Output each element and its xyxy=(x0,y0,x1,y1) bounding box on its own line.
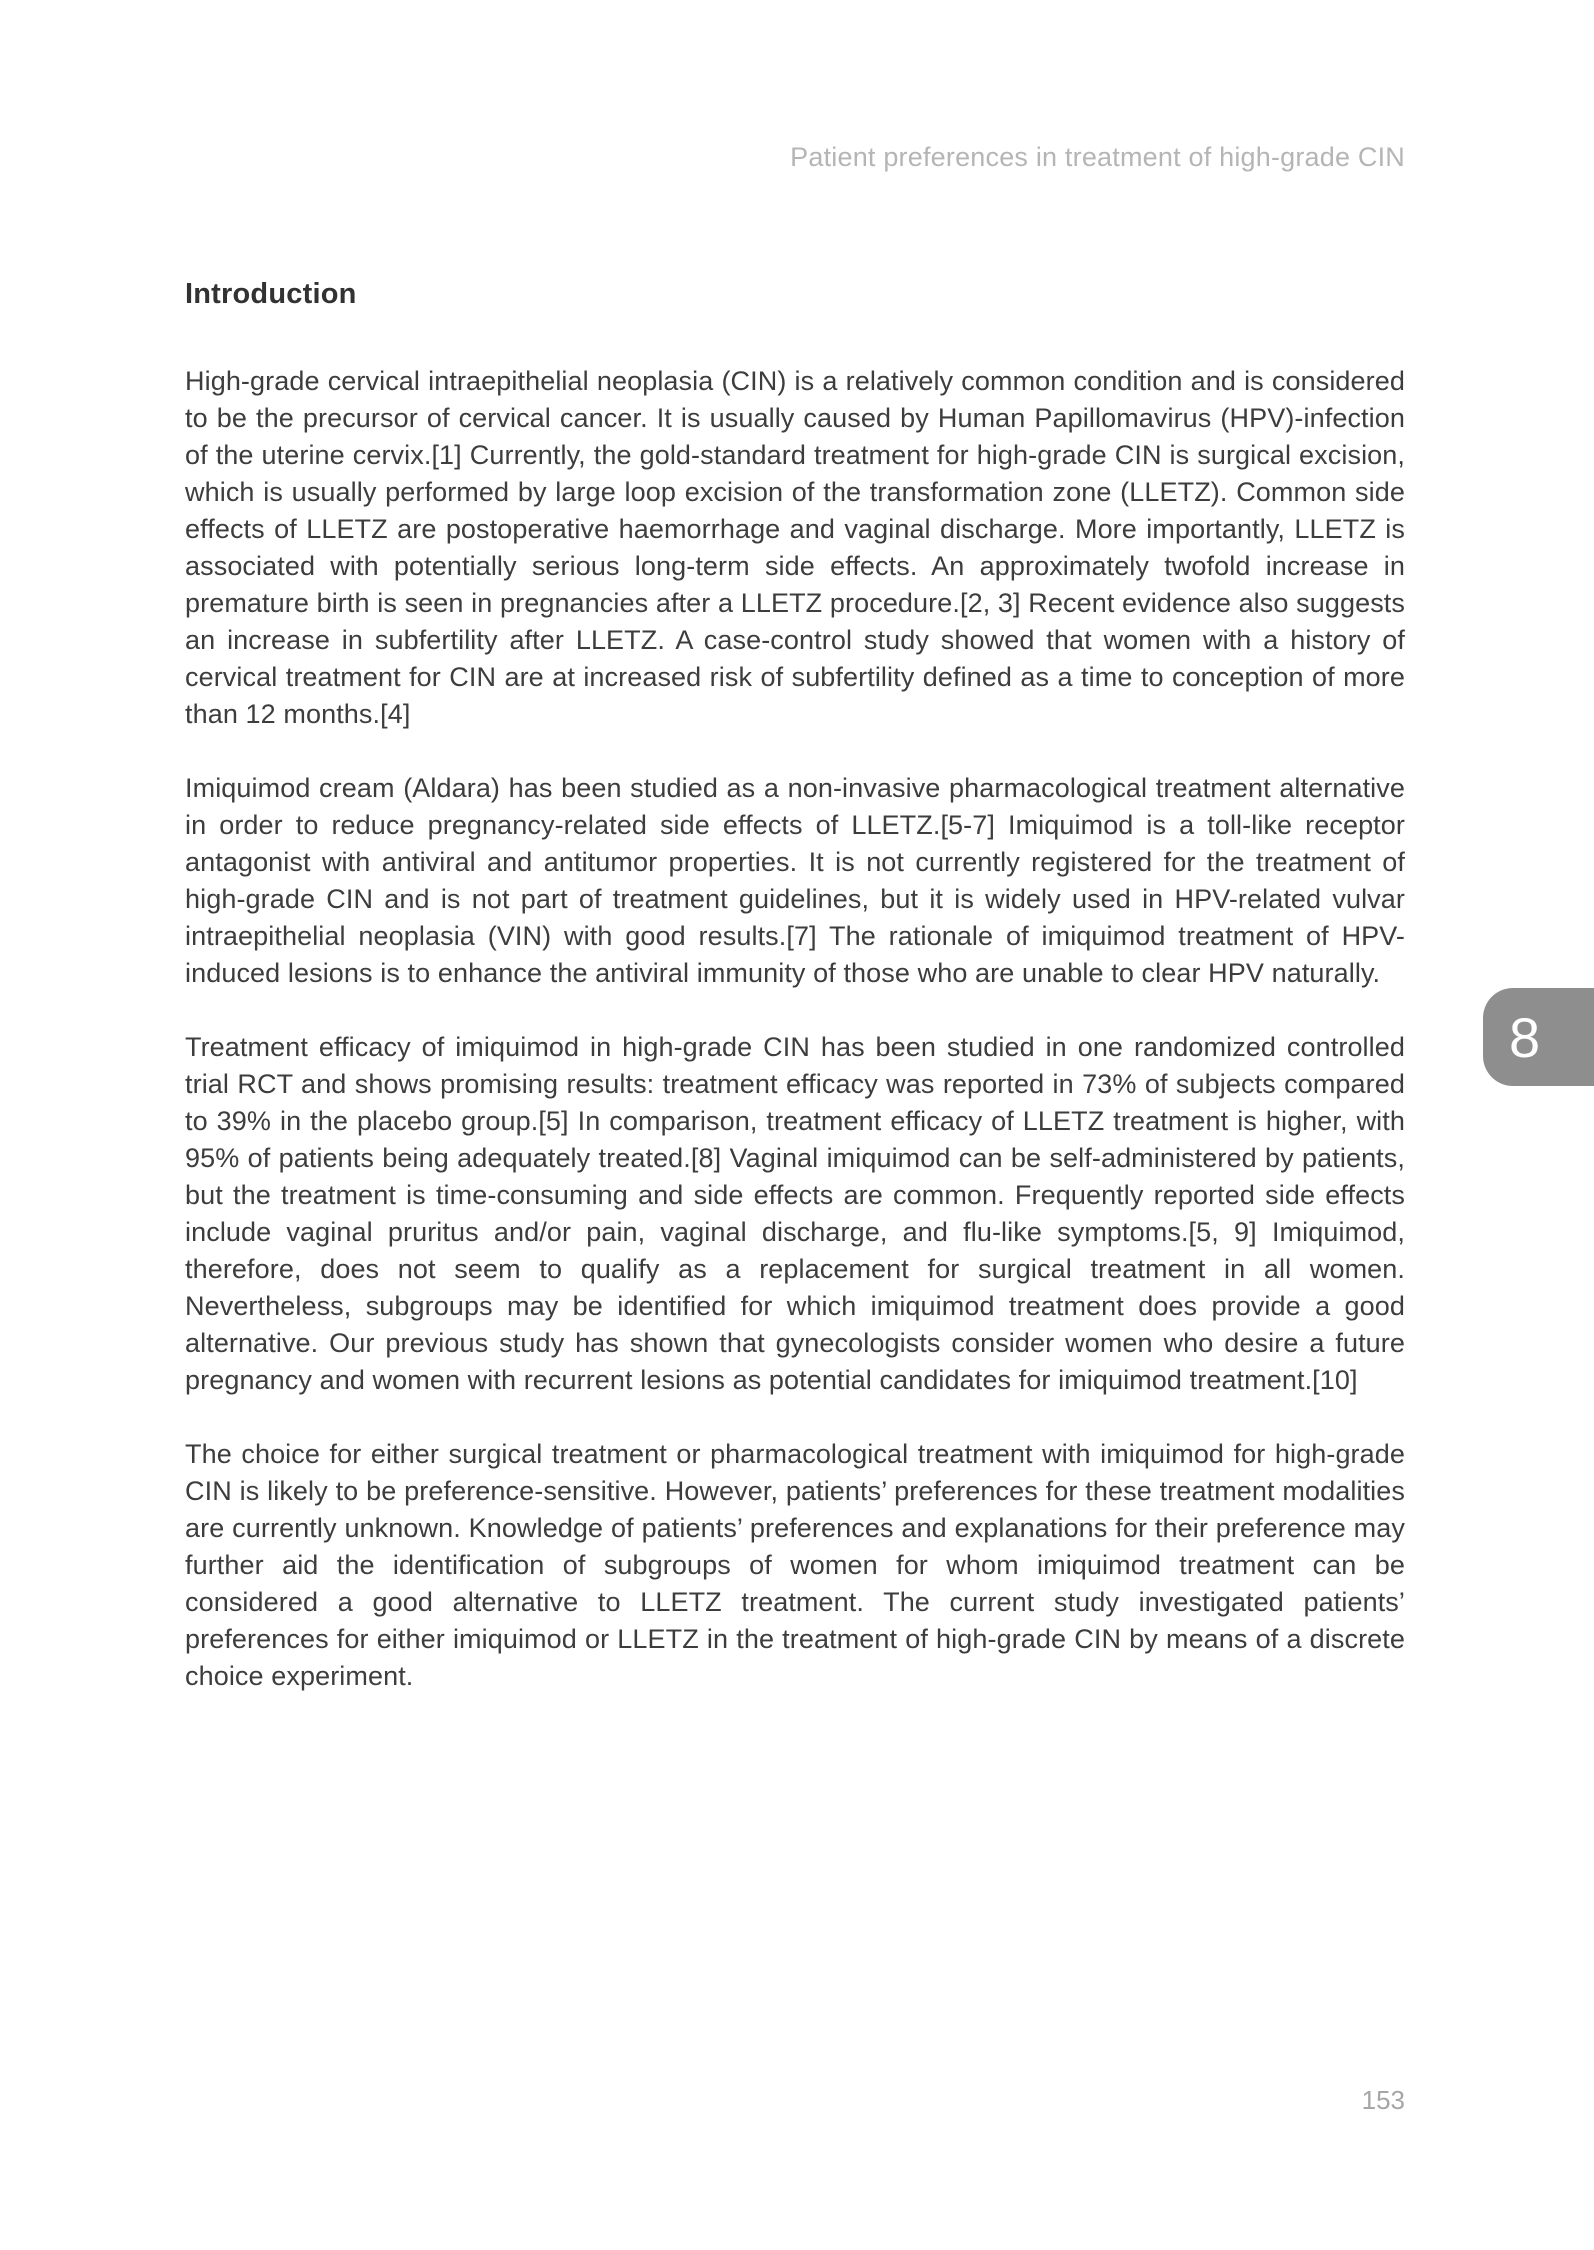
running-header: Patient preferences in treatment of high-grade CIN xyxy=(790,142,1405,172)
paragraph-3: Treatment efficacy of imiquimod in high-grade CIN has been studied in one randomized controlled trial RCT and shows promising results: treatment efficacy was reported in 73% of subjects compared to 39% in the placebo group.[5] In comparison, treatment efficacy of LLETZ treatment is higher, with 95% of patients being adequately treated.[8] Vaginal imiquimod can be self-administered by patients, but the treatment is time-consuming and side effects are common. Frequently reported side effects include vaginal pruritus and/or pain, vaginal discharge, and flu-like symptoms.[5, 9] Imiquimod, therefore, does not seem to qualify as a replacement for surgical treatment in all women. Nevertheless, subgroups may be identified for which imiquimod treatment does provide a good alternative. Our previous study has shown that gynecologists consider women who desire a future pregnancy and women with recurrent lesions as potential candidates for imiquimod treatment.[10] xyxy=(185,1032,1405,1395)
chapter-tab xyxy=(1483,988,1594,1086)
paragraph-2: Imiquimod cream (Aldara) has been studied as a non-invasive pharmacological treatment alternative in order to reduce pregnancy-related side effects of LLETZ.[5-7] Imiquimod is a toll-like receptor antagonist with antiviral and antitumor properties. It is not currently registered for the treatment of high-grade CIN and is not part of treatment guidelines, but it is widely used in HPV-related vulvar intraepithelial neoplasia (VIN) with good results.[7] The rationale of imiquimod treatment of HPV-induced lesions is to enhance the antiviral immunity of those who are unable to clear HPV naturally. xyxy=(185,773,1405,988)
page-number: 153 xyxy=(1361,2085,1405,2115)
paragraph-1: High-grade cervical intraepithelial neoplasia (CIN) is a relatively common condition and is considered to be the precursor of cervical cancer. It is usually caused by Human Papillomavirus (HPV)-infection of the uterine cervix.[1] Currently, the gold-standard treatment for high-grade CIN is surgical excision, which is usually performed by large loop excision of the transformation zone (LLETZ). Common side effects of LLETZ are postoperative haemorrhage and vaginal discharge. More importantly, LLETZ is associated with potentially serious long-term side effects. An approximately twofold increase in premature birth is seen in pregnancies after a LLETZ procedure.[2, 3] Recent evidence also suggests an increase in subfertility after LLETZ. A case-control study showed that women with a history of cervical treatment for CIN are at increased risk of subfertility defined as a time to conception of more than 12 months.[4] xyxy=(185,366,1405,729)
section-title: Introduction xyxy=(185,278,357,310)
paragraph-4: The choice for either surgical treatment or pharmacological treatment with imiquimod for high-grade CIN is likely to be preference-sensitive. However, patients’ preferences for these treatment modalities are currently unknown. Knowledge of patients’ preferences and explanations for their preference may further aid the identification of subgroups of women for whom imiquimod treatment can be considered a good alternative to LLETZ treatment. The current study investigated patients’ preferences for either imiquimod or LLETZ in the treatment of high-grade CIN by means of a discrete choice experiment. xyxy=(185,1439,1405,1691)
chapter-number: 8 xyxy=(1509,1005,1541,1069)
page-content xyxy=(185,278,1405,1732)
